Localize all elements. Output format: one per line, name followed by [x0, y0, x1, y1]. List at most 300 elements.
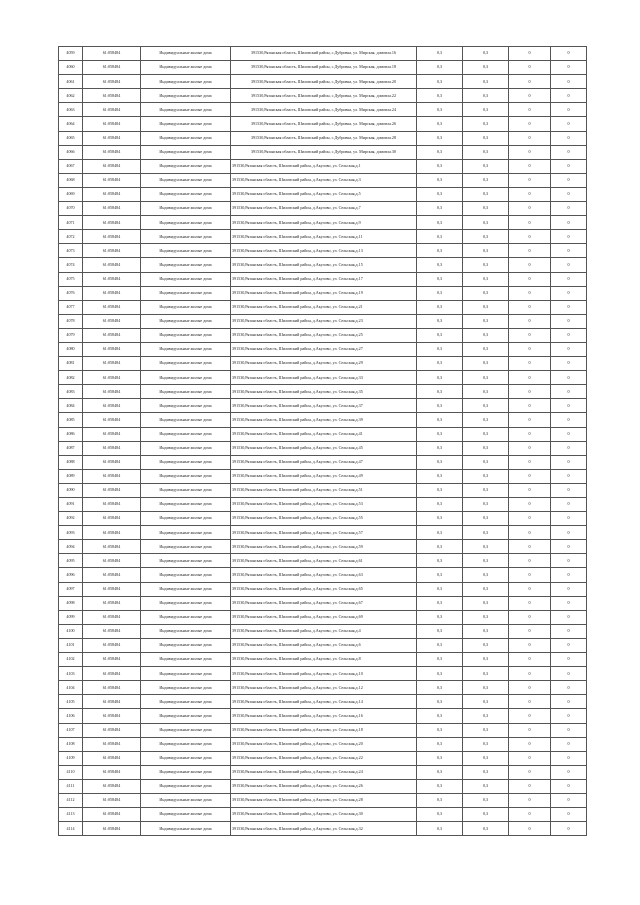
value-2-cell: 0,3	[463, 371, 509, 385]
address-cell: 391530,Рязанская область, Шиловский район, д.Акулово, ул. Сельская,д.37	[231, 399, 417, 413]
row-number-cell: 4081	[59, 357, 83, 371]
value-3-cell: 0	[509, 653, 551, 667]
table-row	[59, 624, 587, 638]
value-4-cell: 0	[551, 653, 587, 667]
value-2-cell: 0,3	[463, 159, 509, 173]
value-3-cell: 0	[509, 103, 551, 117]
land-use-cell: Индивидуальные жилые дома	[141, 624, 231, 638]
value-1-cell: 0,3	[417, 413, 463, 427]
land-use-cell: Индивидуальные жилые дома	[141, 202, 231, 216]
value-1-cell: 0,3	[417, 61, 463, 75]
value-4-cell: 0	[551, 709, 587, 723]
address-cell: 391530,Рязанская область, Шиловский район, с.Дубровка, ул. Мирская, домовла.30	[231, 145, 417, 159]
cadastral-code-cell: 61:058484	[83, 258, 141, 272]
value-2-cell: 0,3	[463, 328, 509, 342]
cadastral-code-cell: 61:058484	[83, 131, 141, 145]
value-2-cell: 0,3	[463, 230, 509, 244]
value-2-cell: 0,3	[463, 667, 509, 681]
address-cell: 391530,Рязанская область, Шиловский район, д.Акулово, ул. Сельская,д.3	[231, 173, 417, 187]
land-use-cell: Индивидуальные жилые дома	[141, 512, 231, 526]
cadastral-code-cell: 61:058484	[83, 681, 141, 695]
value-1-cell: 0,3	[417, 75, 463, 89]
address-cell: 391530,Рязанская область, Шиловский район, д.Акулово, ул. Сельская,д.29	[231, 357, 417, 371]
value-3-cell: 0	[509, 89, 551, 103]
cadastral-code-cell: 61:058484	[83, 159, 141, 173]
table-row	[59, 653, 587, 667]
land-use-cell: Индивидуальные жилые дома	[141, 723, 231, 737]
value-3-cell: 0	[509, 483, 551, 497]
cadastral-code-cell: 61:058484	[83, 272, 141, 286]
cadastral-code-cell: 61:058484	[83, 624, 141, 638]
value-3-cell: 0	[509, 455, 551, 469]
value-2-cell: 0,3	[463, 469, 509, 483]
value-1-cell: 0,3	[417, 427, 463, 441]
land-use-cell: Индивидуальные жилые дома	[141, 89, 231, 103]
address-cell: 391530,Рязанская область, Шиловский район, д.Акулово, ул. Сельская,д.45	[231, 441, 417, 455]
value-3-cell: 0	[509, 737, 551, 751]
address-cell: 391530,Рязанская область, Шиловский район, д.Акулово, ул. Сельская,д.1	[231, 159, 417, 173]
value-2-cell: 0,3	[463, 610, 509, 624]
cadastral-code-cell: 61:058484	[83, 230, 141, 244]
value-4-cell: 0	[551, 455, 587, 469]
value-2-cell: 0,3	[463, 582, 509, 596]
address-cell: 391530,Рязанская область, Шиловский район, с.Дубровка, ул. Мирская, домовла.28	[231, 131, 417, 145]
row-number-cell: 4103	[59, 667, 83, 681]
land-use-cell: Индивидуальные жилые дома	[141, 455, 231, 469]
cadastral-code-cell: 61:058484	[83, 709, 141, 723]
address-cell: 391530,Рязанская область, Шиловский район, д.Акулово, ул. Сельская,д.27	[231, 342, 417, 356]
land-use-cell: Индивидуальные жилые дома	[141, 47, 231, 61]
row-number-cell: 4061	[59, 75, 83, 89]
cadastral-code-cell: 61:058484	[83, 75, 141, 89]
land-use-cell: Индивидуальные жилые дома	[141, 441, 231, 455]
value-1-cell: 0,3	[417, 399, 463, 413]
value-2-cell: 0,3	[463, 187, 509, 201]
value-1-cell: 0,3	[417, 582, 463, 596]
value-4-cell: 0	[551, 413, 587, 427]
table-row	[59, 272, 587, 286]
cadastral-code-cell: 61:058484	[83, 314, 141, 328]
value-1-cell: 0,3	[417, 695, 463, 709]
value-4-cell: 0	[551, 159, 587, 173]
land-use-cell: Индивидуальные жилые дома	[141, 808, 231, 822]
row-number-cell: 4106	[59, 709, 83, 723]
table-row	[59, 526, 587, 540]
value-4-cell: 0	[551, 554, 587, 568]
value-4-cell: 0	[551, 793, 587, 807]
address-cell: 391530,Рязанская область, Шиловский район, с.Дубровка, ул. Мирская, домовла.20	[231, 75, 417, 89]
row-number-cell: 4100	[59, 624, 83, 638]
value-1-cell: 0,3	[417, 540, 463, 554]
value-3-cell: 0	[509, 751, 551, 765]
cadastral-code-cell: 61:058484	[83, 371, 141, 385]
value-2-cell: 0,3	[463, 413, 509, 427]
value-3-cell: 0	[509, 342, 551, 356]
value-3-cell: 0	[509, 610, 551, 624]
cadastral-code-cell: 61:058484	[83, 498, 141, 512]
address-cell: 391530,Рязанская область, Шиловский район, д.Акулово, ул. Сельская,д.67	[231, 596, 417, 610]
table-row	[59, 737, 587, 751]
value-1-cell: 0,3	[417, 202, 463, 216]
value-1-cell: 0,3	[417, 244, 463, 258]
value-4-cell: 0	[551, 89, 587, 103]
land-use-cell: Индивидуальные жилые дома	[141, 286, 231, 300]
value-2-cell: 0,3	[463, 554, 509, 568]
cadastral-code-cell: 61:058484	[83, 328, 141, 342]
value-3-cell: 0	[509, 300, 551, 314]
land-use-cell: Индивидуальные жилые дома	[141, 159, 231, 173]
value-1-cell: 0,3	[417, 822, 463, 836]
row-number-cell: 4107	[59, 723, 83, 737]
value-3-cell: 0	[509, 371, 551, 385]
value-3-cell: 0	[509, 202, 551, 216]
address-cell: 391530,Рязанская область, Шиловский район, д.Акулово, ул. Сельская,д.69	[231, 610, 417, 624]
row-number-cell: 4110	[59, 765, 83, 779]
value-3-cell: 0	[509, 526, 551, 540]
value-3-cell: 0	[509, 61, 551, 75]
value-3-cell: 0	[509, 822, 551, 836]
value-1-cell: 0,3	[417, 653, 463, 667]
value-3-cell: 0	[509, 75, 551, 89]
value-4-cell: 0	[551, 526, 587, 540]
value-4-cell: 0	[551, 328, 587, 342]
value-4-cell: 0	[551, 427, 587, 441]
value-3-cell: 0	[509, 216, 551, 230]
row-number-cell: 4064	[59, 117, 83, 131]
land-use-cell: Индивидуальные жилые дома	[141, 483, 231, 497]
row-number-cell: 4109	[59, 751, 83, 765]
land-use-cell: Индивидуальные жилые дома	[141, 357, 231, 371]
table-row	[59, 47, 587, 61]
value-1-cell: 0,3	[417, 131, 463, 145]
land-use-cell: Индивидуальные жилые дома	[141, 469, 231, 483]
row-number-cell: 4113	[59, 808, 83, 822]
table-row	[59, 75, 587, 89]
land-use-cell: Индивидуальные жилые дома	[141, 638, 231, 652]
table-row	[59, 244, 587, 258]
table-row	[59, 202, 587, 216]
address-cell: 391530,Рязанская область, Шиловский район, с.Дубровка, ул. Мирская, домовла.22	[231, 89, 417, 103]
value-4-cell: 0	[551, 371, 587, 385]
table-row	[59, 286, 587, 300]
value-4-cell: 0	[551, 469, 587, 483]
value-1-cell: 0,3	[417, 258, 463, 272]
cadastral-code-cell: 61:058484	[83, 187, 141, 201]
value-3-cell: 0	[509, 427, 551, 441]
address-cell: 391530,Рязанская область, Шиловский район, д.Акулово, ул. Сельская,д.7	[231, 202, 417, 216]
cadastral-code-cell: 61:058484	[83, 667, 141, 681]
value-3-cell: 0	[509, 540, 551, 554]
value-2-cell: 0,3	[463, 568, 509, 582]
value-2-cell: 0,3	[463, 737, 509, 751]
cadastral-code-cell: 61:058484	[83, 765, 141, 779]
value-1-cell: 0,3	[417, 328, 463, 342]
value-4-cell: 0	[551, 187, 587, 201]
row-number-cell: 4112	[59, 793, 83, 807]
value-1-cell: 0,3	[417, 314, 463, 328]
value-2-cell: 0,3	[463, 216, 509, 230]
value-2-cell: 0,3	[463, 173, 509, 187]
row-number-cell: 4076	[59, 286, 83, 300]
value-3-cell: 0	[509, 568, 551, 582]
row-number-cell: 4083	[59, 385, 83, 399]
value-3-cell: 0	[509, 793, 551, 807]
row-number-cell: 4090	[59, 483, 83, 497]
table-row	[59, 117, 587, 131]
value-1-cell: 0,3	[417, 765, 463, 779]
value-4-cell: 0	[551, 610, 587, 624]
value-1-cell: 0,3	[417, 342, 463, 356]
address-cell: 391530,Рязанская область, Шиловский район, д.Акулово, ул. Сельская,д.28	[231, 793, 417, 807]
value-3-cell: 0	[509, 244, 551, 258]
value-4-cell: 0	[551, 230, 587, 244]
value-4-cell: 0	[551, 512, 587, 526]
address-cell: 391530,Рязанская область, Шиловский район, д.Акулово, ул. Сельская,д.16	[231, 709, 417, 723]
value-3-cell: 0	[509, 187, 551, 201]
value-3-cell: 0	[509, 145, 551, 159]
land-use-cell: Индивидуальные жилые дома	[141, 498, 231, 512]
value-4-cell: 0	[551, 779, 587, 793]
value-2-cell: 0,3	[463, 483, 509, 497]
row-number-cell: 4067	[59, 159, 83, 173]
row-number-cell: 4099	[59, 610, 83, 624]
value-4-cell: 0	[551, 244, 587, 258]
table-row	[59, 399, 587, 413]
address-cell: 391530,Рязанская область, Шиловский район, д.Акулово, ул. Сельская,д.33	[231, 371, 417, 385]
row-number-cell: 4068	[59, 173, 83, 187]
cadastral-code-cell: 61:058484	[83, 779, 141, 793]
row-number-cell: 4104	[59, 681, 83, 695]
cadastral-code-cell: 61:058484	[83, 300, 141, 314]
value-2-cell: 0,3	[463, 258, 509, 272]
value-2-cell: 0,3	[463, 399, 509, 413]
land-use-cell: Индивидуальные жилые дома	[141, 145, 231, 159]
table-row	[59, 667, 587, 681]
row-number-cell: 4070	[59, 202, 83, 216]
address-cell: 391530,Рязанская область, Шиловский район, д.Акулово, ул. Сельская,д.19	[231, 286, 417, 300]
cadastral-code-cell: 61:058484	[83, 89, 141, 103]
value-4-cell: 0	[551, 582, 587, 596]
table-row	[59, 709, 587, 723]
value-4-cell: 0	[551, 300, 587, 314]
value-3-cell: 0	[509, 638, 551, 652]
value-4-cell: 0	[551, 667, 587, 681]
document-page	[58, 46, 586, 836]
value-2-cell: 0,3	[463, 765, 509, 779]
address-cell: 391530,Рязанская область, Шиловский район, с.Дубровка, ул. Мирская, домовла.16	[231, 47, 417, 61]
value-1-cell: 0,3	[417, 498, 463, 512]
table-row	[59, 554, 587, 568]
land-use-cell: Индивидуальные жилые дома	[141, 328, 231, 342]
value-2-cell: 0,3	[463, 653, 509, 667]
row-number-cell: 4060	[59, 61, 83, 75]
value-1-cell: 0,3	[417, 117, 463, 131]
value-1-cell: 0,3	[417, 624, 463, 638]
table-row	[59, 357, 587, 371]
value-1-cell: 0,3	[417, 751, 463, 765]
address-cell: 391530,Рязанская область, Шиловский район, д.Акулово, ул. Сельская,д.24	[231, 765, 417, 779]
land-use-cell: Индивидуальные жилые дома	[141, 681, 231, 695]
row-number-cell: 4080	[59, 342, 83, 356]
value-3-cell: 0	[509, 582, 551, 596]
value-4-cell: 0	[551, 695, 587, 709]
address-cell: 391530,Рязанская область, Шиловский район, д.Акулово, ул. Сельская,д.21	[231, 300, 417, 314]
table-row	[59, 187, 587, 201]
table-row	[59, 596, 587, 610]
table-row	[59, 314, 587, 328]
cadastral-code-cell: 61:058484	[83, 455, 141, 469]
value-1-cell: 0,3	[417, 441, 463, 455]
value-3-cell: 0	[509, 230, 551, 244]
value-2-cell: 0,3	[463, 357, 509, 371]
land-use-cell: Индивидуальные жилые дома	[141, 173, 231, 187]
cadastral-code-cell: 61:058484	[83, 427, 141, 441]
table-row	[59, 159, 587, 173]
row-number-cell: 4114	[59, 822, 83, 836]
address-cell: 391530,Рязанская область, Шиловский район, д.Акулово, ул. Сельская,д.8	[231, 653, 417, 667]
table-row	[59, 385, 587, 399]
value-1-cell: 0,3	[417, 512, 463, 526]
value-2-cell: 0,3	[463, 540, 509, 554]
value-1-cell: 0,3	[417, 793, 463, 807]
row-number-cell: 4094	[59, 540, 83, 554]
value-4-cell: 0	[551, 117, 587, 131]
value-2-cell: 0,3	[463, 89, 509, 103]
value-1-cell: 0,3	[417, 47, 463, 61]
cadastral-code-cell: 61:058484	[83, 554, 141, 568]
table-row	[59, 427, 587, 441]
value-4-cell: 0	[551, 131, 587, 145]
row-number-cell: 4111	[59, 779, 83, 793]
value-3-cell: 0	[509, 667, 551, 681]
address-cell: 391530,Рязанская область, Шиловский район, д.Акулово, ул. Сельская,д.9	[231, 216, 417, 230]
address-cell: 391530,Рязанская область, Шиловский район, д.Акулово, ул. Сельская,д.47	[231, 455, 417, 469]
table-row	[59, 371, 587, 385]
value-4-cell: 0	[551, 568, 587, 582]
value-1-cell: 0,3	[417, 610, 463, 624]
value-1-cell: 0,3	[417, 596, 463, 610]
value-1-cell: 0,3	[417, 187, 463, 201]
table-row	[59, 568, 587, 582]
land-use-cell: Индивидуальные жилые дома	[141, 610, 231, 624]
value-3-cell: 0	[509, 709, 551, 723]
value-3-cell: 0	[509, 441, 551, 455]
row-number-cell: 4097	[59, 582, 83, 596]
row-number-cell: 4084	[59, 399, 83, 413]
value-4-cell: 0	[551, 765, 587, 779]
land-use-cell: Индивидуальные жилые дома	[141, 342, 231, 356]
row-number-cell: 4096	[59, 568, 83, 582]
value-1-cell: 0,3	[417, 145, 463, 159]
address-cell: 391530,Рязанская область, Шиловский район, д.Акулово, ул. Сельская,д.6	[231, 638, 417, 652]
address-cell: 391530,Рязанская область, Шиловский район, д.Акулово, ул. Сельская,д.65	[231, 582, 417, 596]
value-2-cell: 0,3	[463, 709, 509, 723]
address-cell: 391530,Рязанская область, Шиловский район, д.Акулово, ул. Сельская,д.22	[231, 751, 417, 765]
row-number-cell: 4092	[59, 512, 83, 526]
value-2-cell: 0,3	[463, 808, 509, 822]
row-number-cell: 4085	[59, 413, 83, 427]
address-cell: 391530,Рязанская область, Шиловский район, д.Акулово, ул. Сельская,д.35	[231, 385, 417, 399]
value-1-cell: 0,3	[417, 173, 463, 187]
address-cell: 391530,Рязанская область, Шиловский район, д.Акулово, ул. Сельская,д.25	[231, 328, 417, 342]
table-body	[59, 47, 587, 836]
row-number-cell: 4089	[59, 469, 83, 483]
land-use-cell: Индивидуальные жилые дома	[141, 653, 231, 667]
value-4-cell: 0	[551, 272, 587, 286]
row-number-cell: 4095	[59, 554, 83, 568]
cadastral-code-cell: 61:058484	[83, 244, 141, 258]
address-cell: 391530,Рязанская область, Шиловский район, д.Акулово, ул. Сельская,д.5	[231, 187, 417, 201]
row-number-cell: 4079	[59, 328, 83, 342]
value-4-cell: 0	[551, 737, 587, 751]
value-4-cell: 0	[551, 145, 587, 159]
value-2-cell: 0,3	[463, 793, 509, 807]
cadastral-code-cell: 61:058484	[83, 610, 141, 624]
value-1-cell: 0,3	[417, 159, 463, 173]
value-2-cell: 0,3	[463, 681, 509, 695]
land-use-cell: Индивидуальные жилые дома	[141, 568, 231, 582]
value-1-cell: 0,3	[417, 709, 463, 723]
address-cell: 391530,Рязанская область, Шиловский район, д.Акулово, ул. Сельская,д.18	[231, 723, 417, 737]
table-row	[59, 638, 587, 652]
address-cell: 391530,Рязанская область, Шиловский район, с.Дубровка, ул. Мирская, домовла.26	[231, 117, 417, 131]
address-cell: 391530,Рязанская область, Шиловский район, д.Акулово, ул. Сельская,д.61	[231, 554, 417, 568]
table-row	[59, 822, 587, 836]
table-row	[59, 681, 587, 695]
value-3-cell: 0	[509, 681, 551, 695]
value-1-cell: 0,3	[417, 89, 463, 103]
land-use-cell: Индивидуальные жилые дома	[141, 399, 231, 413]
value-4-cell: 0	[551, 399, 587, 413]
value-4-cell: 0	[551, 624, 587, 638]
cadastral-code-cell: 61:058484	[83, 385, 141, 399]
value-3-cell: 0	[509, 173, 551, 187]
table-row	[59, 582, 587, 596]
cadastral-code-cell: 61:058484	[83, 342, 141, 356]
value-1-cell: 0,3	[417, 483, 463, 497]
value-1-cell: 0,3	[417, 568, 463, 582]
land-use-cell: Индивидуальные жилые дома	[141, 779, 231, 793]
value-4-cell: 0	[551, 498, 587, 512]
value-2-cell: 0,3	[463, 300, 509, 314]
value-3-cell: 0	[509, 131, 551, 145]
value-4-cell: 0	[551, 483, 587, 497]
value-1-cell: 0,3	[417, 526, 463, 540]
value-3-cell: 0	[509, 624, 551, 638]
value-2-cell: 0,3	[463, 244, 509, 258]
value-3-cell: 0	[509, 723, 551, 737]
table-row	[59, 230, 587, 244]
address-cell: 391530,Рязанская область, Шиловский район, д.Акулово, ул. Сельская,д.57	[231, 526, 417, 540]
cadastral-code-cell: 61:058484	[83, 413, 141, 427]
value-1-cell: 0,3	[417, 385, 463, 399]
value-1-cell: 0,3	[417, 286, 463, 300]
table-row	[59, 145, 587, 159]
value-2-cell: 0,3	[463, 512, 509, 526]
value-3-cell: 0	[509, 159, 551, 173]
row-number-cell: 4087	[59, 441, 83, 455]
value-2-cell: 0,3	[463, 779, 509, 793]
land-use-cell: Индивидуальные жилые дома	[141, 371, 231, 385]
cadastral-code-cell: 61:058484	[83, 483, 141, 497]
land-use-cell: Индивидуальные жилые дома	[141, 596, 231, 610]
address-cell: 391530,Рязанская область, Шиловский район, д.Акулово, ул. Сельская,д.26	[231, 779, 417, 793]
value-1-cell: 0,3	[417, 554, 463, 568]
value-3-cell: 0	[509, 314, 551, 328]
cadastral-code-cell: 61:058484	[83, 512, 141, 526]
value-2-cell: 0,3	[463, 498, 509, 512]
row-number-cell: 4077	[59, 300, 83, 314]
